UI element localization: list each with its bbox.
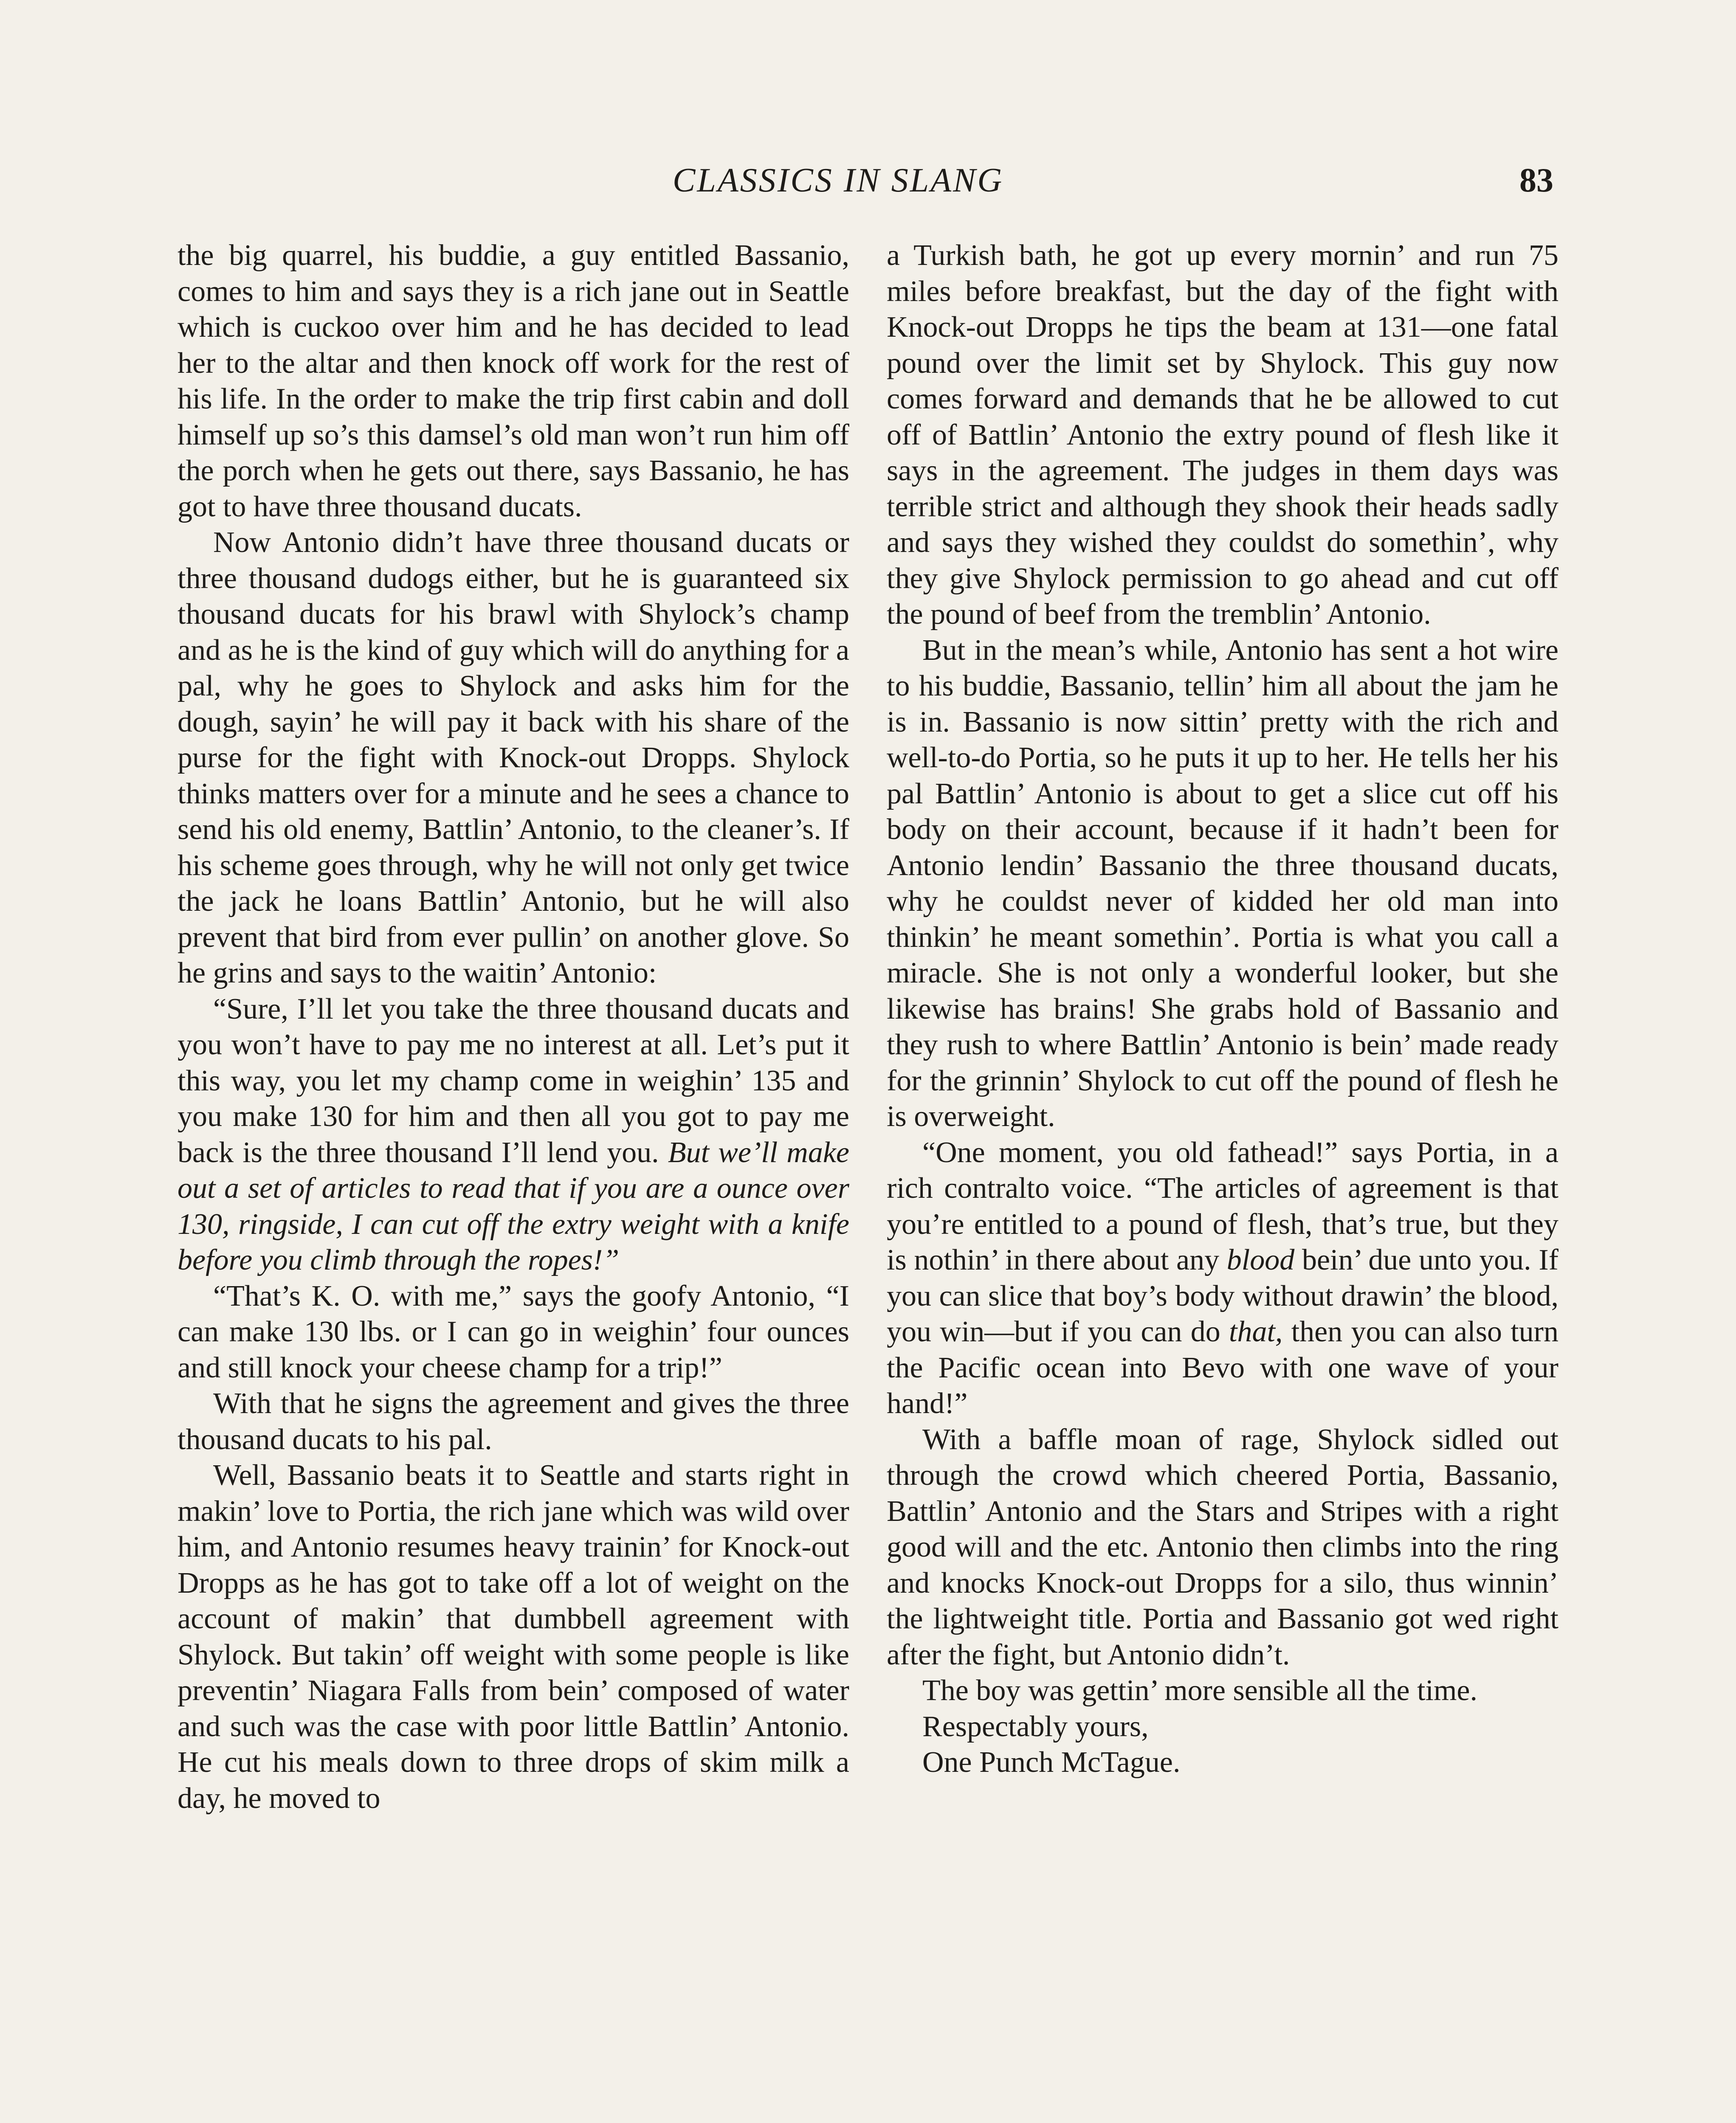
text-run: “Sure, I’ll let you take the three thousand ducats and you won’t have to pay me no interest at all. Let’s put it this way, you let my champ come in weighin’ 135 and you make 130 for him and then all you got to pay me back is the three thousand I’ll lend you. — [178, 992, 849, 1169]
text-run: the big quarrel, his buddie, a guy entitled Bassanio, comes to him and says they is a rich jane out in Seattle which is cuckoo over him and he has decided to lead her to the altar and then knock off work for the rest of his life. In the order to make the trip first cabin and doll himself up so’s this damsel’s old man won’t run him off the porch when he gets out there, says Bassanio, he has got to have three thousand ducats. — [178, 239, 849, 523]
text-run: then you can also turn the Pacific ocean into Bevo with one wave of your hand!” — [887, 1315, 1558, 1420]
text-run: But in the mean’s while, Antonio has sent a hot wire to his buddie, Bassanio, tellin’ him all about the jam he is in. Bassanio is now sittin’ pretty with the rich and well-to-do Portia, so he puts it up to her. He tells her his pal Battlin’ Antonio is about to get a slice cut off his body on their account, because if it hadn’t been for Antonio lendin’ Bassanio the three thousand ducats, why he couldst never of kidded her old man into thinkin’ he meant somethin’. Portia is what you call a miracle. She is not only a wonderful looker, but she likewise has brains! She grabs hold of Bassanio and they rush to where Battlin’ Antonio is bein’ made ready for the grinnin’ Shylock to cut off the pound of flesh he is overweight. — [887, 634, 1558, 1133]
running-header — [0, 161, 1736, 204]
body-paragraph — [178, 1458, 849, 1816]
body-paragraph — [178, 1386, 849, 1458]
text-run: a Turkish bath, he got up every mornin’ and run 75 miles before breakfast, but the day of the fight with Knock-out Dropps he tips the beam at 131—one fatal pound over the limit set by Shylock. This guy now comes forward and demands that he be allowed to cut off of Battlin’ Antonio the extry pound of flesh like it says in the agreement. The judges in them days was terrible strict and although they shook their heads sadly and says they wished they couldst do somethin’, why they give Shylock permission to go ahead and cut off the pound of beef from the tremblin’ Antonio. — [887, 239, 1558, 631]
text-run: With a baffle moan of rage, Shylock sidled out through the crowd which cheered Portia, Bassanio, Battlin’ Antonio and the Stars and Stripes with a right good will and the etc. Antonio then climbs into the ring and knocks Knock-out Dropps for a silo, thus winnin’ the lightweight title. Portia and Bassanio got wed right after the fight, but Antonio didn’t. — [887, 1423, 1558, 1671]
text-run: The boy was gettin’ more sensible all the time. — [922, 1674, 1477, 1707]
text-run: One Punch McTague. — [922, 1746, 1181, 1779]
text-run: “That’s K. O. with me,” says the goofy Antonio, “I can make 130 lbs. or I can go in weighin’ four ounces and still knock your cheese champ for a trip!” — [178, 1279, 849, 1384]
text-run: Now Antonio didn’t have three thousand ducats or three thousand dudogs either, but he is guaranteed six thousand ducats for his brawl with Shylock’s champ and as he is the kind of guy which will do anything for a pal, why he goes to Shylock and asks him for the dough, sayin’ he will pay it back with his share of the purse for the fight with Knock-out Dropps. Shylock thinks matters over for a minute and he sees a chance to send his old enemy, Battlin’ Antonio, to the cleaner’s. If his scheme goes through, why he will not only get twice the jack he loans Battlin’ Antonio, but he will also prevent that bird from ever pullin’ on another glove. So he grins and says to the waitin’ Antonio: — [178, 526, 849, 989]
body-paragraph — [887, 238, 1558, 633]
body-paragraph — [887, 1422, 1558, 1673]
text-run: Well, Bassanio beats it to Seattle and starts right in makin’ love to Portia, the rich jane which was wild over him, and Antonio resumes heavy trainin’ for Knock-out Dropps as he has got to take off a lot of weight on the account of makin’ that dumbbell agreement with Shylock. But takin’ off weight with some people is like preventin’ Niagara Falls from bein’ composed of water and such was the case with poor little Battlin’ Antonio. He cut his meals down to three drops of skim milk a day, he moved to — [178, 1459, 849, 1815]
body-paragraph — [887, 633, 1558, 1135]
body-paragraph — [887, 1673, 1558, 1709]
italic-text: that, — [1229, 1315, 1283, 1348]
body-paragraph — [178, 991, 849, 1278]
italic-text: But we’ll make out a set of articles to read that if you are a ounce over 130, ringside, I can cut off the extry weight with a knife before you climb through the ropes!” — [178, 1136, 849, 1276]
body-paragraph — [887, 1135, 1558, 1422]
running-title: CLASSICS IN SLANG — [673, 162, 1004, 199]
page-number: 83 — [1519, 162, 1553, 199]
text-run: “One moment, you old fathead!” says Portia, in a rich contralto voice. “The articles of agreement is that you’re entitled to a pound of flesh, that’s true, but they is nothin’ in there about any — [887, 1136, 1558, 1276]
body-paragraph — [178, 1278, 849, 1386]
closing-line — [887, 1745, 1558, 1781]
text-run: With that he signs the agreement and gives the three thousand ducats to his pal. — [178, 1387, 849, 1456]
text-run: bein’ due unto you. If you can slice that boy’s body without drawin’ the blood, you win—but if you can do — [887, 1244, 1558, 1348]
body-paragraph — [178, 525, 849, 991]
closing-line — [887, 1709, 1558, 1745]
text-run: Respectably yours, — [922, 1710, 1149, 1743]
right-column — [887, 238, 1558, 1781]
left-column — [178, 238, 849, 1816]
italic-text: blood — [1226, 1244, 1295, 1276]
body-paragraph — [178, 238, 849, 525]
